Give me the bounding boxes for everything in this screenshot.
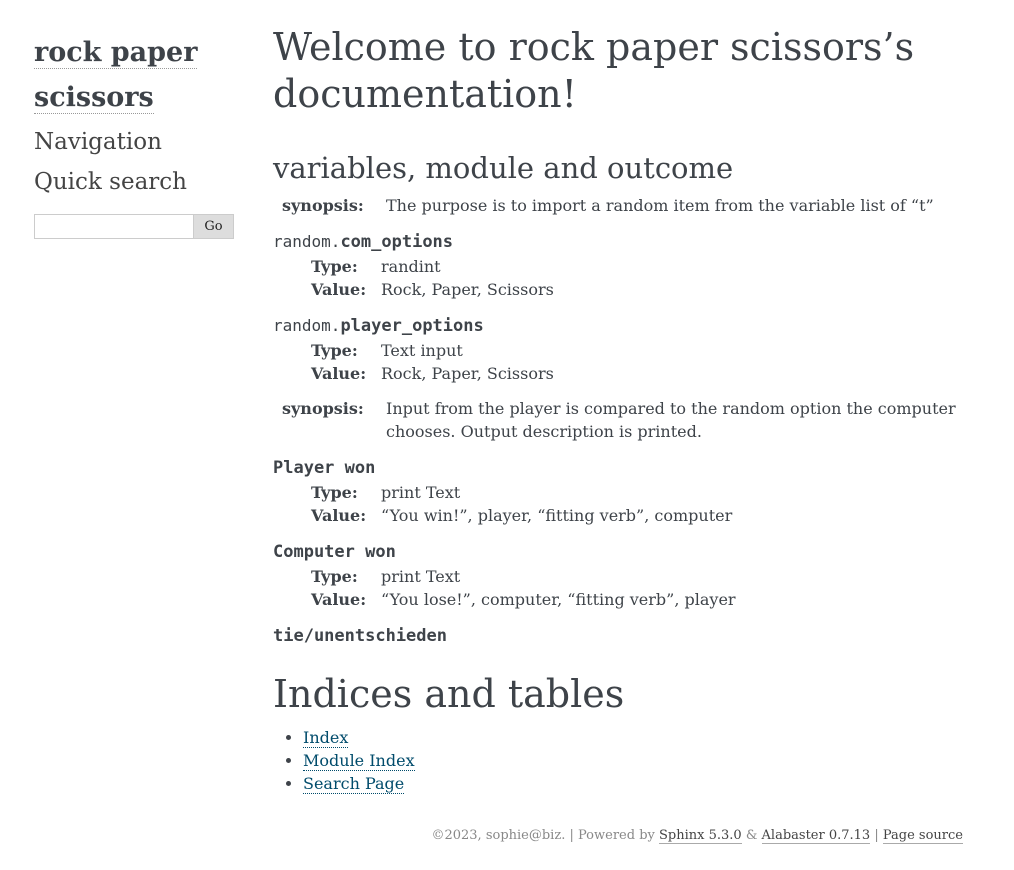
sig-name: Computer won <box>273 542 396 562</box>
attribute-signature <box>273 539 973 565</box>
quick-search-heading: Quick search <box>34 169 187 195</box>
value-label: Value: <box>311 280 367 299</box>
sig-name: tie/unentschieden <box>273 626 447 646</box>
attribute-fields <box>273 481 973 527</box>
sig-prefix: random. <box>273 316 341 335</box>
value-value: Rock, Paper, Scissors <box>381 364 554 383</box>
sig-prefix: random. <box>273 232 341 251</box>
synopsis-field <box>273 194 973 217</box>
copyright-text: ©2023, sophie@biz. | Powered by <box>431 828 655 843</box>
go-button[interactable]: Go <box>194 214 234 239</box>
type-label: Type: <box>311 341 358 360</box>
list-item <box>303 772 973 795</box>
alabaster-link[interactable]: Alabaster 0.7.13 <box>761 828 871 843</box>
logo-link-line1[interactable]: rock paper <box>34 37 198 68</box>
value-label: Value: <box>311 506 367 525</box>
list-item <box>303 726 973 749</box>
sidebar <box>34 32 234 239</box>
attribute-signature <box>273 455 973 481</box>
search-form <box>34 214 234 239</box>
value-value: “You win!”, player, “fitting verb”, computer <box>381 506 733 525</box>
module-index-link[interactable]: Module Index <box>303 751 415 770</box>
type-value: print Text <box>381 483 461 502</box>
sphinx-link[interactable]: Sphinx 5.3.0 <box>659 828 742 843</box>
attribute-fields <box>273 339 973 385</box>
search-page-link[interactable]: Search Page <box>303 774 405 793</box>
synopsis-label: synopsis: <box>282 399 364 418</box>
type-value: Text input <box>381 341 463 360</box>
main-content <box>273 24 973 795</box>
footer-separator: | <box>874 828 879 843</box>
sig-name: com_options <box>340 232 454 252</box>
attribute-signature <box>273 623 973 649</box>
amp-text: & <box>745 828 758 843</box>
synopsis-text: The purpose is to import a random item from the variable list of “t” <box>386 196 934 215</box>
attribute-fields <box>273 255 973 301</box>
attribute-signature <box>273 229 973 255</box>
index-link[interactable]: Index <box>303 728 349 747</box>
navigation-heading: Navigation <box>34 129 162 155</box>
synopsis-field <box>273 397 973 443</box>
sig-name: player_options <box>340 316 484 336</box>
page-source-link[interactable]: Page source <box>882 828 963 843</box>
page-title: Welcome to rock paper scissors’s documentation! <box>273 25 915 116</box>
logo-link-line2[interactable]: scissors <box>34 82 154 113</box>
search-input[interactable] <box>34 214 194 239</box>
indices-list <box>273 726 973 795</box>
value-label: Value: <box>311 590 367 609</box>
type-value: randint <box>381 257 441 276</box>
type-label: Type: <box>311 567 358 586</box>
attribute-signature <box>273 313 973 339</box>
value-label: Value: <box>311 364 367 383</box>
synopsis-label: synopsis: <box>282 196 364 215</box>
list-item <box>303 749 973 772</box>
indices-title: Indices and tables <box>273 672 625 716</box>
footer <box>431 827 963 845</box>
sig-name: Player won <box>273 458 376 478</box>
attribute-fields <box>273 565 973 611</box>
type-label: Type: <box>311 483 358 502</box>
section-title: variables, module and outcome <box>273 151 734 185</box>
value-value: “You lose!”, computer, “fitting verb”, player <box>381 590 736 609</box>
synopsis-text: Input from the player is compared to the random option the computer chooses. Output description is printed. <box>386 399 956 441</box>
logo <box>34 32 234 122</box>
type-value: print Text <box>381 567 461 586</box>
value-value: Rock, Paper, Scissors <box>381 280 554 299</box>
type-label: Type: <box>311 257 358 276</box>
